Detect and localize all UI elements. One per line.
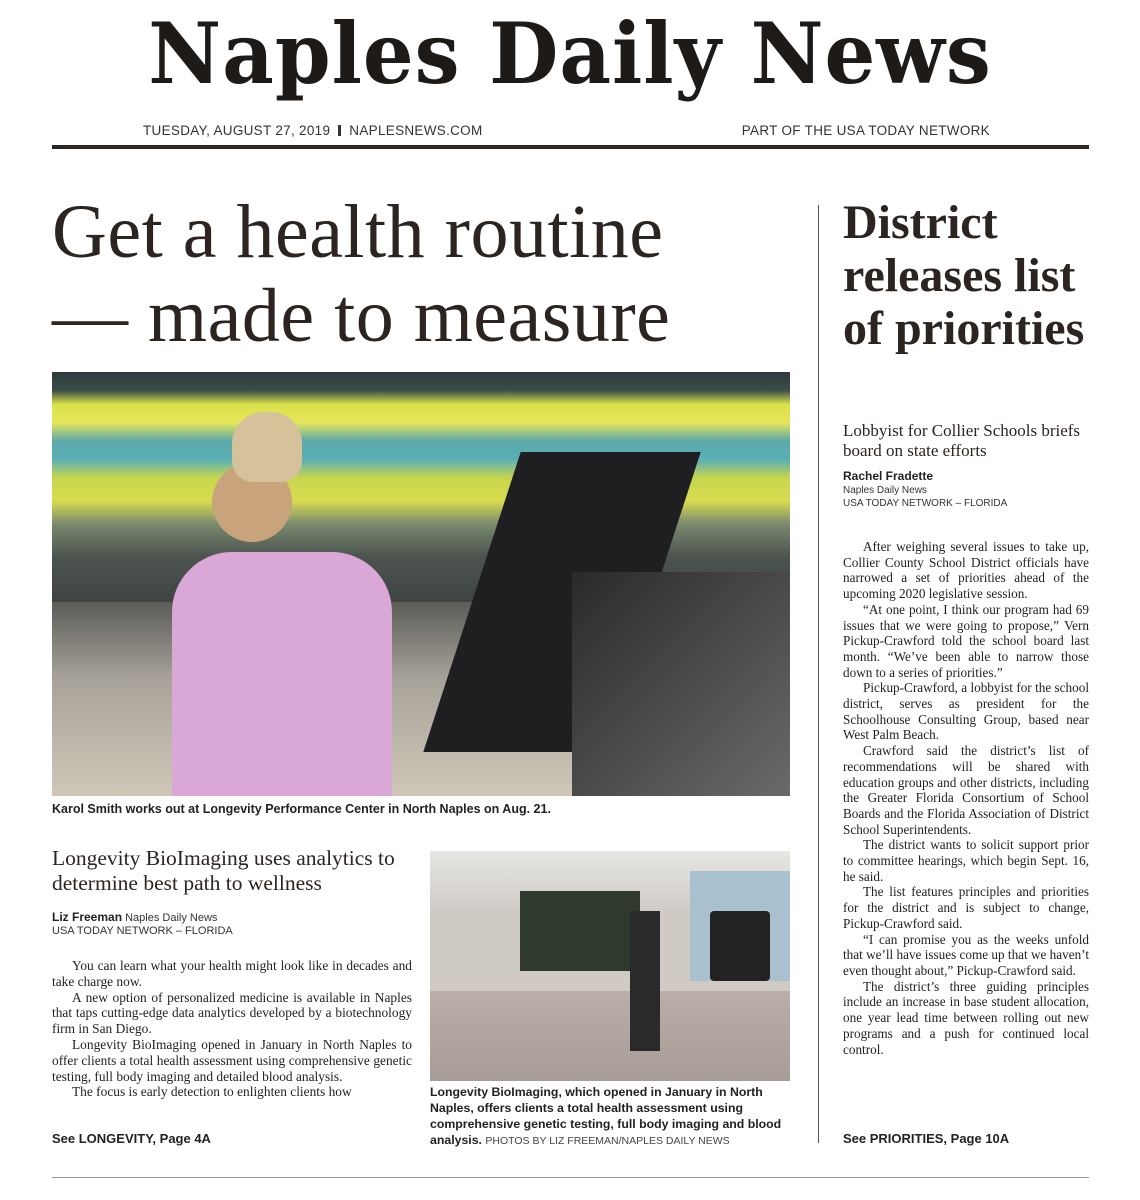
author-outlet: Naples Daily News xyxy=(843,485,927,496)
network-label: PART OF THE USA TODAY NETWORK xyxy=(741,123,990,138)
paragraph: The district’s three guiding principles include an increase in base student allocation, one year lead time between rolling out new programs and a push for continued local control. xyxy=(843,978,1089,1057)
caption-text: Longevity BioImaging, which opened in January in North Naples, offers clients a total health assessment using comprehensive genetic testing, full body imaging and blood analysis. xyxy=(430,1085,782,1147)
side-article-body xyxy=(843,539,1089,1057)
paragraph: The focus is early detection to enlighten clients how xyxy=(72,1084,352,1100)
paragraph: The list features principles and priorities for the district and is subject to change, Pickup-Crawford said. xyxy=(843,884,1089,931)
jump-link-priorities[interactable]: See PRIORITIES, Page 10A xyxy=(843,1131,1010,1146)
issue-date: TUESDAY, AUGUST 27, 2019 xyxy=(143,123,331,138)
paragraph: Pickup-Crawford, a lobbyist for the school district, serves as president for the Schoolhouse Consulting Group, based near West Palm Beach. xyxy=(843,680,1089,743)
paragraph: The district wants to solicit support prior to committee hearings, which begin Sept. 16, he said. xyxy=(843,837,1089,884)
photo-caption: Karol Smith works out at Longevity Performance Center in North Naples on Aug. 21. xyxy=(52,802,551,816)
paragraph: A new option of personalized medicine is available in Naples that taps cutting-edge data analytics developed by a biotechnology firm in San Diego. xyxy=(52,989,412,1037)
column-divider xyxy=(818,205,819,1143)
treadmill-photo xyxy=(52,372,790,796)
dateline xyxy=(143,123,483,138)
author-name: Rachel Fradette xyxy=(843,469,934,483)
author-network: USA TODAY NETWORK – FLORIDA xyxy=(843,498,1008,509)
paragraph: “At one point, I think our program had 69 issues that we were going to propose,” Vern Pickup-Crawford told the school board last month. “We’ve been able to narrow those down to a series of priorities.” xyxy=(843,601,1089,680)
paragraph: “I can promise you as the weeks unfold that we’ll have issues come up that we haven’t even thought about,” Pickup-Crawford said. xyxy=(843,931,1089,978)
byline xyxy=(52,911,422,938)
masthead-title: Naples Daily News xyxy=(148,4,992,103)
site-link[interactable]: NAPLESNEWS.COM xyxy=(349,123,483,138)
paragraph: Crawford said the district’s list of recommendations will be shared with education groups and other districts, including the Greater Florida Consortium of School Boards and the Florida Association of District School Superintendents. xyxy=(843,743,1089,837)
side-headline[interactable]: District releases list of priorities xyxy=(843,196,1085,355)
photo-credit: PHOTOS BY LIZ FREEMAN/NAPLES DAILY NEWS xyxy=(485,1135,730,1147)
headline-line: — made to measure xyxy=(52,274,671,358)
article-body xyxy=(52,958,412,1100)
paragraph: You can learn what your health might look like in decades and take charge now. xyxy=(52,958,412,989)
masthead-rule xyxy=(52,145,1089,149)
photo2-caption xyxy=(430,1084,792,1149)
headline-line: Get a health routine xyxy=(52,190,664,274)
paragraph: After weighing several issues to take up, Collier County School District officials have narrowed a set of priorities ahead of the upcoming 2020 legislative session. xyxy=(843,539,1089,602)
main-headline xyxy=(52,190,812,358)
separator xyxy=(338,125,341,136)
gym-photo xyxy=(430,851,790,1081)
jump-link-longevity[interactable]: See LONGEVITY, Page 4A xyxy=(52,1131,211,1146)
side-byline xyxy=(843,470,1083,510)
paragraph: Longevity BioImaging opened in January in North Naples to offer clients a total health assessment using comprehensive genetic testing, full body imaging and detailed blood analysis. xyxy=(52,1036,412,1084)
bottom-rule xyxy=(52,1177,1089,1178)
author-network: USA TODAY NETWORK – FLORIDA xyxy=(52,925,233,937)
author-name: Liz Freeman xyxy=(52,910,123,924)
author-outlet: Naples Daily News xyxy=(125,912,218,924)
secondary-headline[interactable]: Longevity BioImaging uses analytics to determine best path to wellness xyxy=(52,846,395,895)
side-deck: Lobbyist for Collier Schools briefs board on state efforts xyxy=(843,421,1081,460)
